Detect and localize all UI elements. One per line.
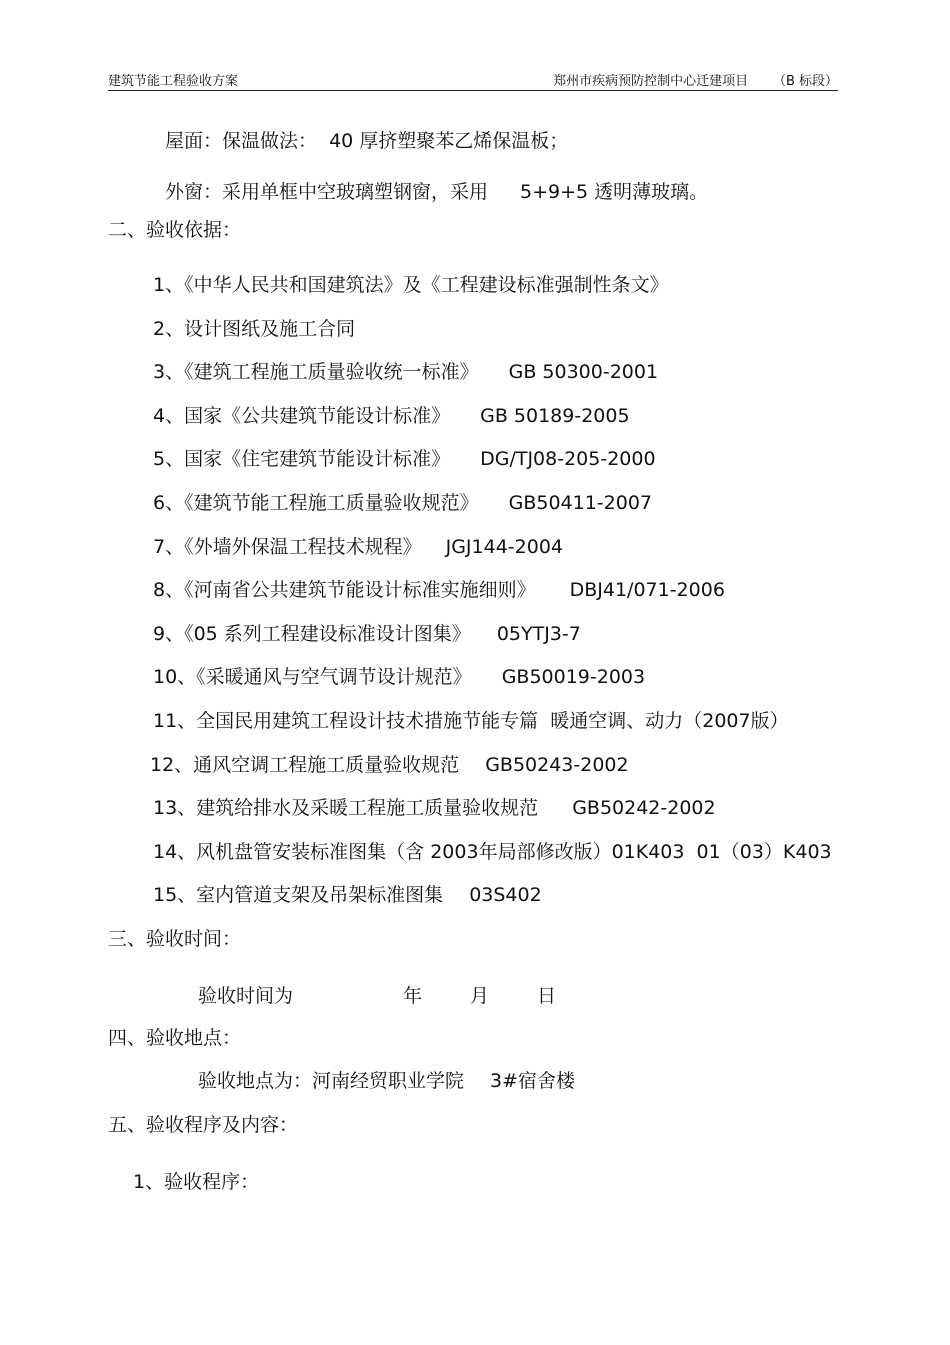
basis-item-title: 12、通风空调工程施工质量验收规范 xyxy=(150,754,460,776)
basis-item-code: DG/TJ08-205-2000 xyxy=(480,448,656,470)
basis-item-title: 5、国家《住宅建筑节能设计标准》 xyxy=(153,448,451,470)
header-project-name xyxy=(553,70,838,89)
basis-item-code: 03S402 xyxy=(469,884,542,906)
basis-item-title: 6、《建筑节能工程施工质量验收规范》 xyxy=(153,492,479,514)
basis-item-title: 10、《采暖通风与空气调节设计规范》 xyxy=(153,666,472,688)
basis-item xyxy=(153,840,832,864)
basis-item-code: GB50243-2002 xyxy=(485,754,629,776)
page-header xyxy=(108,70,838,91)
basis-item xyxy=(153,622,581,646)
basis-item xyxy=(153,360,658,384)
basis-item-title: 1、《中华人民共和国建筑法》及《工程建设标准强制性条文》 xyxy=(153,274,669,296)
header-project: 郑州市疾病预防控制中心迁建项目 xyxy=(553,74,749,89)
window-spec xyxy=(165,180,708,204)
basis-item-title: 3、《建筑工程施工质量验收统一标准》 xyxy=(153,361,479,383)
basis-item-code: 05YTJ3-7 xyxy=(496,623,581,645)
basis-item-title: 13、建筑给排水及采暖工程施工质量验收规范 xyxy=(153,797,539,819)
basis-item-title: 2、设计图纸及施工合同 xyxy=(153,318,356,340)
window-spec-b: 5+9+5 透明薄玻璃。 xyxy=(520,181,709,203)
procedure-title: 1、验收程序： xyxy=(133,1171,260,1193)
basis-item-title: 9、《05 系列工程建设标准设计图集》 xyxy=(153,623,471,645)
section-heading-time: 三、验收时间： xyxy=(108,928,242,950)
basis-item-title: 14、风机盘管安装标准图集（含 2003年局部修改版）01K403 01（03）K403 xyxy=(153,841,832,863)
section-heading-procedure: 五、验收程序及内容： xyxy=(108,1114,299,1136)
window-spec-a: 外窗：采用单框中空玻璃塑钢窗，采用 xyxy=(165,181,489,203)
basis-item-code: GB50411-2007 xyxy=(508,492,653,514)
basis-item xyxy=(153,535,563,559)
basis-item xyxy=(153,883,542,907)
basis-item-title: 15、室内管道支架及吊架标准图集 xyxy=(153,884,444,906)
place-label: 验收地点为：河南经贸职业学院 xyxy=(198,1070,465,1092)
basis-item xyxy=(153,665,645,689)
inspection-time xyxy=(198,984,556,1008)
basis-item xyxy=(153,578,725,602)
section-heading-place: 四、验收地点： xyxy=(108,1027,242,1049)
time-day: 日 xyxy=(537,985,557,1007)
place-building: 3#宿舍楼 xyxy=(490,1070,576,1092)
basis-item xyxy=(153,491,652,515)
basis-item-title: 4、国家《公共建筑节能设计标准》 xyxy=(153,405,451,427)
basis-item-code: GB50019-2003 xyxy=(501,666,646,688)
basis-item-code: GB50242-2002 xyxy=(572,797,716,819)
time-month: 月 xyxy=(470,985,490,1007)
basis-item-code: GB 50189-2005 xyxy=(480,405,630,427)
basis-item-title: 7、《外墙外保温工程技术规程》 xyxy=(153,536,422,558)
basis-item xyxy=(153,709,789,733)
basis-item-code: JGJ144-2004 xyxy=(445,536,563,558)
section-heading-basis: 二、验收依据： xyxy=(108,219,242,241)
basis-item xyxy=(153,447,656,471)
basis-item xyxy=(153,317,355,341)
basis-item xyxy=(153,404,630,428)
basis-item xyxy=(153,796,716,820)
time-year: 年 xyxy=(403,985,423,1007)
inspection-place xyxy=(198,1069,575,1093)
time-label: 验收时间为 xyxy=(198,985,294,1007)
header-section-mark: （B 标段） xyxy=(772,74,838,89)
basis-item-title: 8、《河南省公共建筑节能设计标准实施细则》 xyxy=(153,579,536,601)
basis-item xyxy=(150,753,629,777)
header-document-title: 建筑节能工程验收方案 xyxy=(108,74,239,89)
basis-item-code: DBJ41/071-2006 xyxy=(569,579,725,601)
basis-item-title: 11、全国民用建筑工程设计技术措施节能专篇 暖通空调、动力（2007版） xyxy=(153,710,789,732)
roof-insulation: 屋面：保温做法： 40 厚挤塑聚苯乙烯保温板； xyxy=(165,130,569,152)
basis-item xyxy=(153,273,669,297)
basis-item-code: GB 50300-2001 xyxy=(508,361,659,383)
